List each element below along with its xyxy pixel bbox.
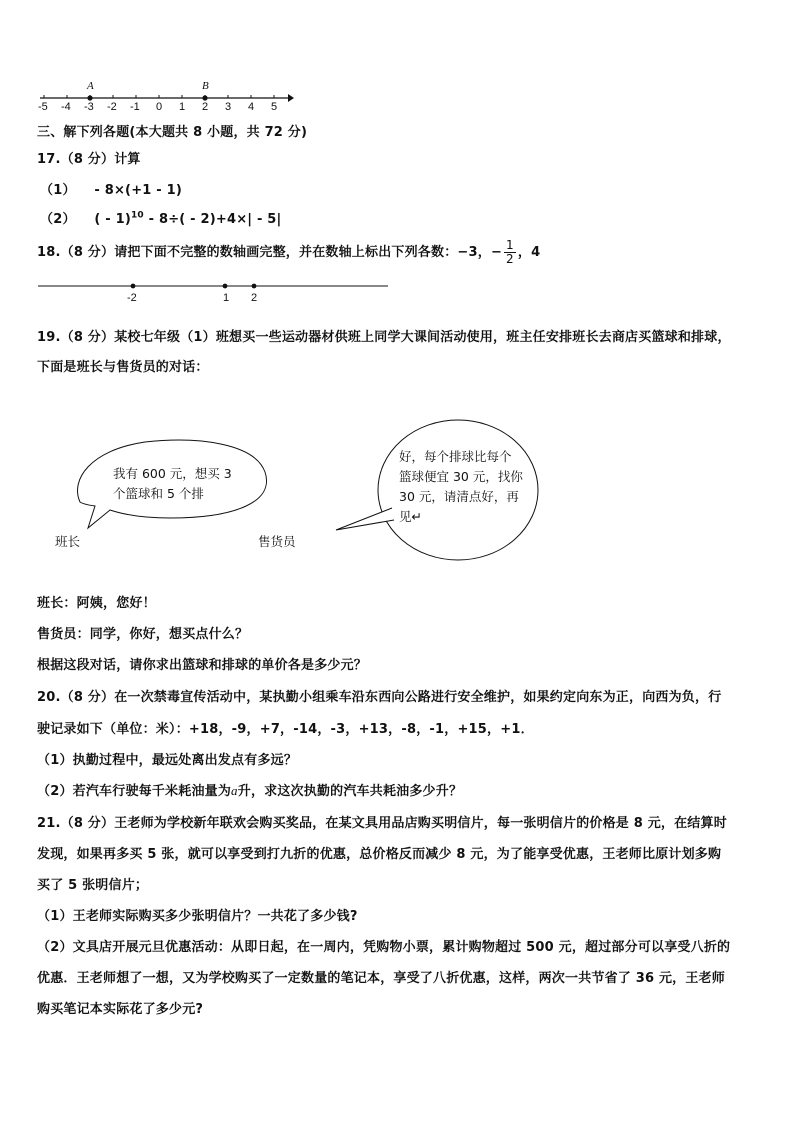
tick-label: 3 <box>225 101 232 113</box>
point-b-dot <box>202 95 207 100</box>
tick-label: 5 <box>271 101 278 113</box>
q21-part2-line2: 优惠．王老师想了一想，又为学校购买了一定数量的笔记本，享受了八折优惠，这样，两次一共节省了 36 元，王老师 <box>37 971 725 986</box>
point-a-dot <box>87 95 92 100</box>
q18-text-suffix: ，4 <box>517 245 541 260</box>
q20-variable-a: a <box>231 783 238 798</box>
tick-label: 1 <box>179 101 186 113</box>
tick-label: -1 <box>130 101 140 113</box>
point-a-label: A <box>87 80 94 92</box>
q17-part1-expr: - 8×(+1 - 1) <box>94 183 182 198</box>
q18-point-neg2 <box>131 284 136 289</box>
q20-line2: 驶记录如下（单位：米）：+18，-9，+7，-14，-3，+13，-8，-1，+15，+1． <box>37 722 534 737</box>
q17-part2-exponent: 10 <box>130 210 144 221</box>
q20-part2 <box>37 780 462 799</box>
tick-label: 4 <box>248 101 255 113</box>
right-bubble-text: 好，每个排球比每个篮球便宜 30 元，找你 30 元，请清点好，再见↵ <box>399 449 523 524</box>
q20-part1: （1）执勤过程中，最远处离出发点有多远？ <box>37 753 298 768</box>
left-bubble-text: 我有 600 元，想买 3 个篮球和 5 个排 <box>113 466 232 501</box>
q18-point-1 <box>223 284 228 289</box>
q18-axis-label: 2 <box>251 292 258 304</box>
q18-point-2 <box>252 284 257 289</box>
q21-line2: 发现，如果再多买 5 张，就可以享受到打九折的优惠，总价格反而减少 8 元，为了能享受优惠，王老师比原计划多购 <box>37 847 722 862</box>
tick-label: -4 <box>61 101 71 113</box>
q20-line1: 20.（8 分）在一次禁毒宣传活动中，某执勤小组乘车沿东西向公路进行安全维护，如果约定向东为正，向西为负，行 <box>37 690 722 705</box>
q21-part1: （1）王老师实际购买多少张明信片？一共花了多少钱? <box>37 909 358 924</box>
q17-part2-expr-a: ( - 1) <box>94 212 131 227</box>
q18-fraction <box>504 239 516 266</box>
tick-label: 2 <box>202 101 209 113</box>
q21-line1: 21.（8 分）王老师为学校新年联欢会购买奖品，在某文具用品店购买明信片，每一张明信片的价格是 8 元，在结算时 <box>37 816 727 831</box>
q18-fraction-den: 2 <box>506 252 514 266</box>
q21-line3: 买了 5 张明信片； <box>37 878 149 893</box>
top-number-line-svg <box>36 78 298 118</box>
tick-label: -2 <box>107 101 117 113</box>
q18-axis-label: -2 <box>127 292 137 304</box>
tick-label: -5 <box>38 101 48 113</box>
q18-text <box>37 238 540 268</box>
label-clerk: 售货员 <box>258 534 296 549</box>
q17-part1 <box>40 179 182 198</box>
axis-arrow-icon <box>288 94 294 102</box>
q17-part1-label: （1） <box>40 183 76 198</box>
q19-dialog2: 售货员：同学，你好，想买点什么？ <box>37 627 249 642</box>
q21-part2-line1: （2）文具店开展元旦优惠活动：从即日起，在一周内，凭购物小票，累计购物超过 500 元，超过部分可以享受八折的 <box>37 940 731 955</box>
q18-incomplete-axis <box>36 278 392 294</box>
q18-axis-label: 1 <box>223 292 230 304</box>
section-title: 三、解下列各题(本大题共 8 小题，共 72 分) <box>37 125 308 140</box>
tick-label: 0 <box>156 101 163 113</box>
q19-question: 根据这段对话，请你求出篮球和排球的单价各是多少元？ <box>37 658 368 673</box>
q18-text-prefix: 18.（8 分）请把下面不完整的数轴画完整，并在数轴上标出下列各数：−3，− <box>37 245 503 260</box>
tick-label: -3 <box>84 101 94 113</box>
q20-part2-b: 升，求这次执勤的汽车共耗油多少升？ <box>237 784 463 799</box>
q17-part2 <box>40 208 282 227</box>
point-b-label: B <box>202 80 209 92</box>
q21-part2-line3: 购买笔记本实际花了多少元? <box>37 1002 204 1017</box>
q17-title: 17.（8 分）计算 <box>37 152 141 167</box>
q17-part2-expr-b: - 8÷( - 2)+4×| - 5| <box>143 212 282 227</box>
q17-part2-label: （2） <box>40 212 76 227</box>
q20-part2-a: （2）若汽车行驶每千米耗油量为 <box>37 784 232 799</box>
q19-dialog1: 班长：阿姨，您好！ <box>37 596 156 611</box>
right-bubble-tail <box>336 508 394 530</box>
q18-fraction-num: 1 <box>506 238 514 252</box>
q19-line2: 下面是班长与售货员的对话： <box>37 360 209 375</box>
q19-line1: 19.（8 分）某校七年级（1）班想买一些运动器材供班上同学大课间活动使用，班主任安排班长去商店买篮球和排球， <box>37 330 731 345</box>
label-monitor: 班长 <box>55 534 81 549</box>
